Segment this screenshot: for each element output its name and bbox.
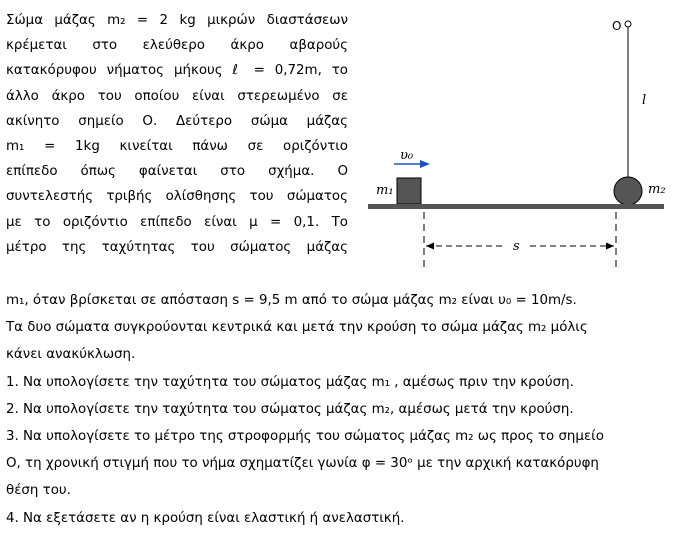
intro-line: άλλο άκρο του οποίου είναι στερεωμένο σε: [6, 88, 348, 104]
body-line: κάνει ανακύκλωση.: [6, 347, 136, 363]
pivot-point: [625, 21, 631, 27]
intro-line: με το οριζόντιο επίπεδο είναι μ = 0,1. Το: [6, 214, 348, 230]
intro-line: Σώμα μάζας m₂ = 2 kg μικρών διαστάσεων: [6, 13, 348, 28]
body-paragraph: [6, 287, 674, 532]
question-4: 4. Να εξετάσετε αν η κρούση είναι ελαστική ή ανελαστική.: [6, 510, 405, 526]
length-label: l: [642, 93, 647, 108]
block-m1: [397, 178, 421, 204]
intro-line: κρέμεται στο ελεύθερο άκρο αβαρούς: [6, 38, 348, 54]
physics-figure: [360, 4, 676, 282]
question-3-end: θέση του.: [6, 483, 71, 499]
intro-line: συντελεστής τριβής ολίσθησης του σώματος: [6, 189, 348, 205]
mass1-label: m₁: [376, 183, 394, 198]
body-line: Τα δυο σώματα συγκρούονται κεντρικά και μετά την κρούση το σώμα μάζας m₂ μόλις: [6, 320, 588, 336]
distance-arrow-left: [426, 243, 434, 250]
intro-line: μέτρο της ταχύτητας του σώματος μάζας: [6, 239, 348, 255]
question-3: 3. Να υπολογίσετε το μέτρο της στροφορμής του σώματος μάζας m₂ ως προς το σημείο: [6, 428, 604, 444]
mass2-label: m₂: [648, 182, 666, 197]
question-2: 2. Να υπολογίσετε την ταχύτητα του σώματος μάζας m₂, αμέσως μετά την κρούση.: [6, 401, 574, 417]
intro-line: κατακόρυφου νήματος μήκους ℓ = 0,72m, το: [6, 63, 348, 79]
question-3-cont: Ο, τη χρονική στιγμή που το νήμα σχηματίζει γωνία φ = 30ᵒ με την αρχική κατακόρυφη: [6, 456, 599, 472]
velocity-label: υ₀: [400, 148, 414, 163]
body-line: m₁, όταν βρίσκεται σε απόσταση s = 9,5 m από το σώμα μάζας m₂ είναι υ₀ = 10m/s.: [6, 293, 577, 308]
ball-m2: [614, 177, 642, 205]
figure-svg: [360, 4, 676, 282]
intro-line: m₁ = 1kg κινείται πάνω σε οριζόντιο: [6, 138, 348, 154]
intro-line: ακίνητο σημείο Ο. Δεύτερο σώμα μάζας: [6, 113, 348, 129]
intro-line: επίπεδο όπως φαίνεται στο σχήμα. Ο: [6, 164, 348, 180]
distance-label: s: [513, 239, 520, 254]
ground-surface: [368, 204, 664, 209]
question-1: 1. Να υπολογίσετε την ταχύτητα του σώματος μάζας m₁ , αμέσως πριν την κρούση.: [6, 374, 574, 390]
pivot-label: O: [612, 19, 622, 33]
intro-paragraph: [6, 8, 348, 260]
distance-arrow-right: [606, 243, 614, 250]
velocity-arrow-head: [420, 160, 430, 168]
